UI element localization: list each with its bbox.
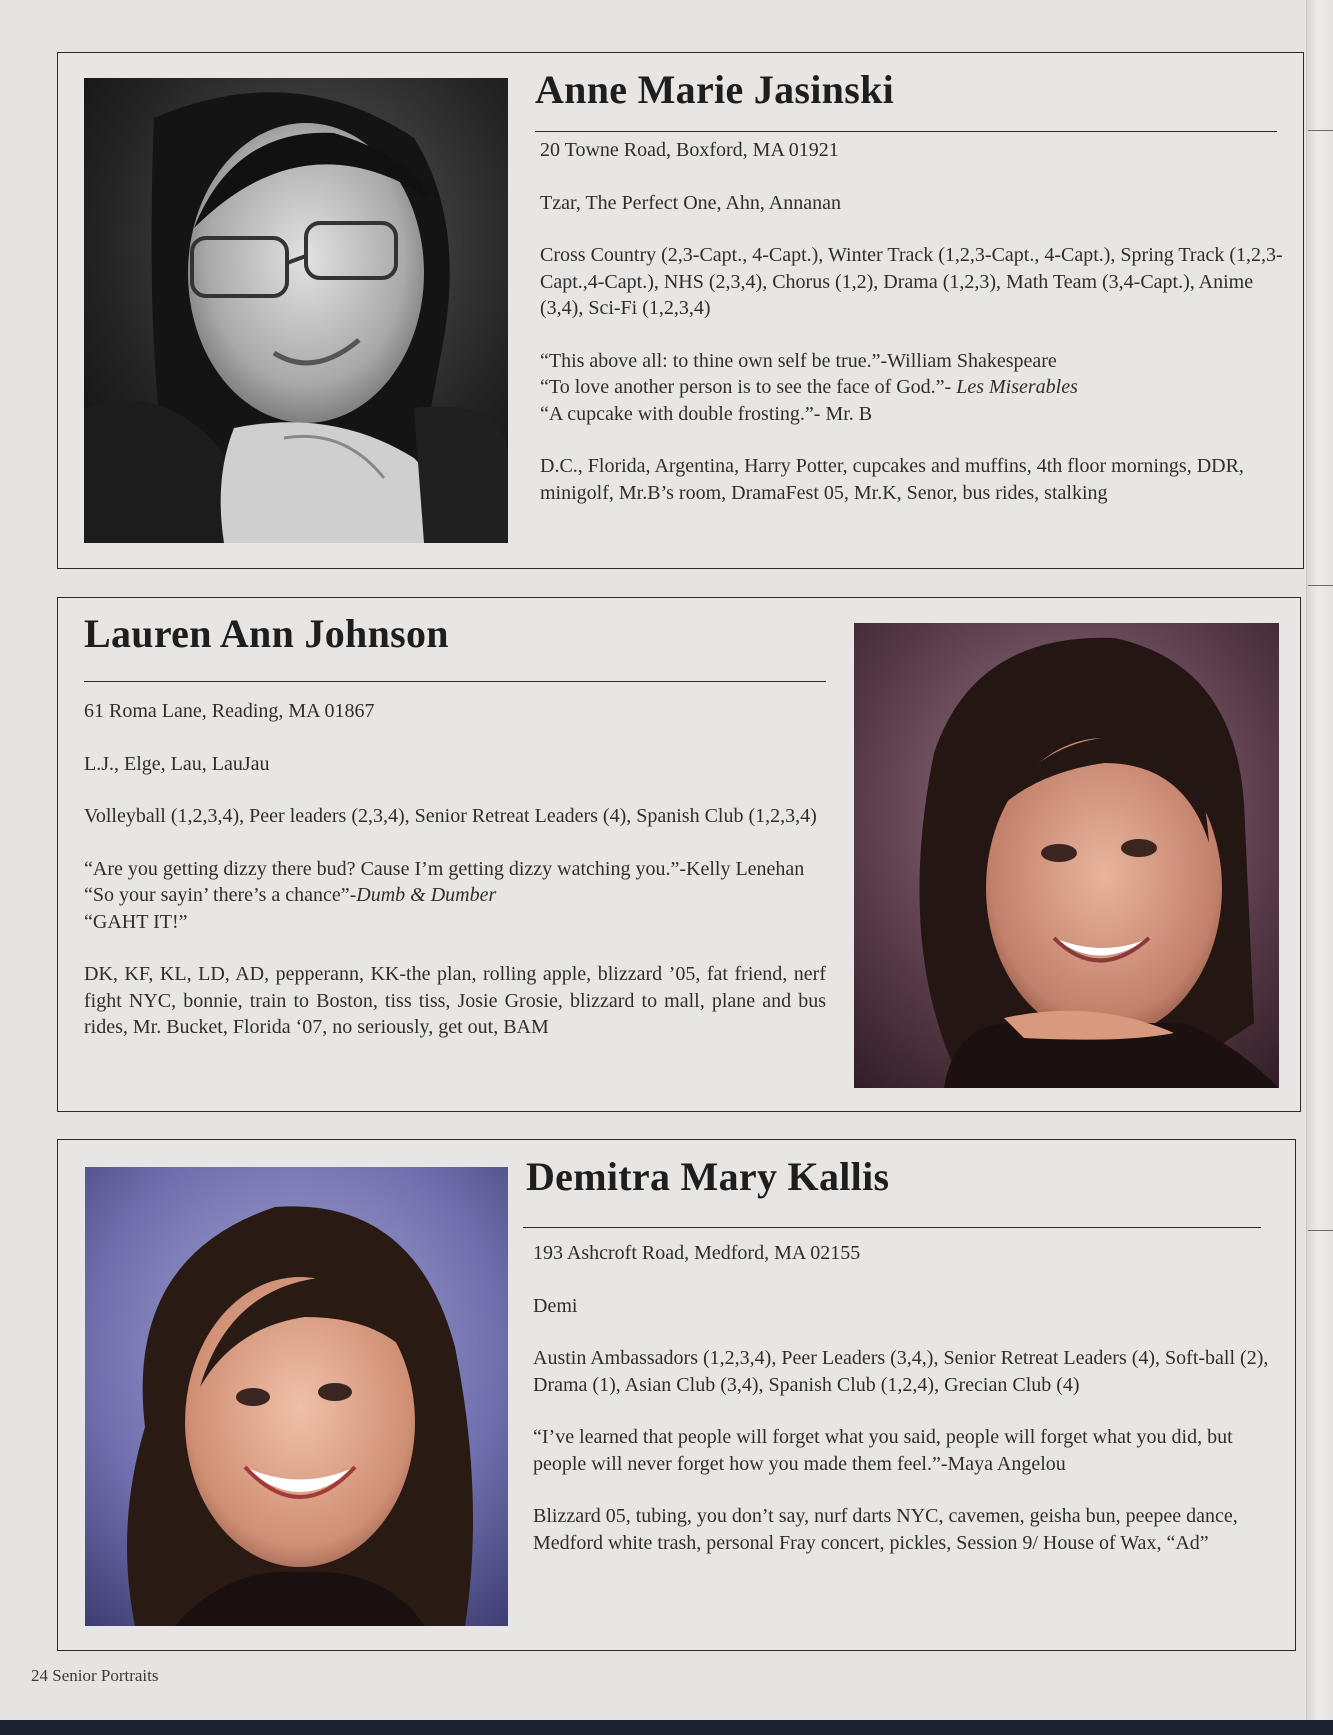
student-name: Lauren Ann Johnson bbox=[84, 611, 449, 656]
name-underline bbox=[535, 131, 1277, 132]
quote-line: “I’ve learned that people will forget what you said, people will forget what you did, but people will never forget how you made them feel.”-Maya Angelou bbox=[533, 1426, 1233, 1475]
student-details bbox=[84, 698, 826, 1041]
student-activities: Volleyball (1,2,3,4), Peer leaders (2,3,4), Senior Retreat Leaders (4), Spanish Club (1,2,3,4) bbox=[84, 805, 817, 827]
student-photo bbox=[854, 623, 1279, 1088]
portrait-image bbox=[84, 78, 508, 543]
student-name: Demitra Mary Kallis bbox=[526, 1154, 890, 1199]
student-card-johnson bbox=[57, 597, 1301, 1112]
quote-line: “Are you getting dizzy there bud? Cause I’m getting dizzy watching you.”-Kelly Lenehan bbox=[84, 857, 805, 880]
adjacent-page-rule bbox=[1308, 585, 1333, 586]
student-activities: Austin Ambassadors (1,2,3,4), Peer Leaders (3,4,), Senior Retreat Leaders (4), Soft-ball (2), Drama (1), Asian Club (3,4), Spanish Club (1,2,4), Grecian Club (4) bbox=[533, 1347, 1269, 1396]
name-underline bbox=[523, 1227, 1261, 1228]
student-nicknames: L.J., Elge, Lau, LauJau bbox=[84, 752, 270, 775]
student-card-jasinski bbox=[57, 52, 1304, 569]
section-title: Senior Portraits bbox=[52, 1666, 159, 1685]
student-details bbox=[533, 1240, 1278, 1556]
student-nicknames: Tzar, The Perfect One, Ahn, Annanan bbox=[540, 191, 841, 214]
portrait-image bbox=[85, 1167, 508, 1626]
portrait-image bbox=[854, 623, 1279, 1088]
student-address: 193 Ashcroft Road, Medford, MA 02155 bbox=[533, 1242, 861, 1264]
page-footer bbox=[31, 1666, 159, 1686]
student-nicknames: Demi bbox=[533, 1294, 578, 1317]
student-activities: Cross Country (2,3-Capt., 4-Capt.), Winter Track (1,2,3-Capt., 4-Capt.), Spring Track (1,2,3-Capt.,4-Capt.), NHS (2,3,4), Chorus (1,2), Drama (1,2,3), Math Team (3,4-Capt.), Anime (3,4), Sci-Fi (1,2,3,4) bbox=[540, 244, 1283, 319]
quote-line: “To love another person is to see the face of God.”- Les Miserables bbox=[540, 376, 1078, 398]
student-address: 61 Roma Lane, Reading, MA 01867 bbox=[84, 700, 375, 722]
quote-line: “This above all: to thine own self be true.”-William Shakespeare bbox=[540, 349, 1057, 372]
student-details bbox=[540, 137, 1285, 506]
name-underline bbox=[84, 681, 826, 682]
student-quotes bbox=[84, 856, 826, 936]
quote-line: “GAHT IT!” bbox=[84, 910, 188, 933]
adjacent-page-edge bbox=[1306, 0, 1333, 1735]
adjacent-page-rule bbox=[1308, 130, 1333, 131]
student-photo bbox=[85, 1167, 508, 1626]
student-memories: Blizzard 05, tubing, you don’t say, nurf darts NYC, cavemen, geisha bun, peepee dance, Medford white trash, personal Fray concert, pickles, Session 9/ House of Wax, “Ad” bbox=[533, 1505, 1238, 1554]
student-name: Anne Marie Jasinski bbox=[535, 67, 895, 112]
quote-line: “So your sayin’ there’s a chance”-Dumb & Dumber bbox=[84, 884, 497, 906]
student-photo bbox=[84, 78, 508, 543]
student-quotes bbox=[540, 348, 1285, 428]
student-quotes bbox=[533, 1424, 1278, 1477]
student-card-kallis bbox=[57, 1139, 1296, 1651]
student-memories: DK, KF, KL, LD, AD, pepperann, KK-the plan, rolling apple, blizzard ’05, fat friend, nerf fight NYC, bonnie, train to Boston, tiss tiss, Josie Grosie, blizzard to mall, plane and bus rides, Mr. Bucket, Florida ‘07, no seriously, get out, BAM bbox=[84, 963, 826, 1038]
student-address: 20 Towne Road, Boxford, MA 01921 bbox=[540, 139, 839, 161]
student-memories: D.C., Florida, Argentina, Harry Potter, cupcakes and muffins, 4th floor mornings, DDR, minigolf, Mr.B’s room, DramaFest 05, Mr.K, Senor, bus rides, stalking bbox=[540, 455, 1244, 504]
quote-line: “A cupcake with double frosting.”- Mr. B bbox=[540, 402, 873, 425]
page-number: 24 bbox=[31, 1666, 48, 1685]
adjacent-page-rule bbox=[1308, 1230, 1333, 1231]
scan-bottom-edge bbox=[0, 1720, 1333, 1735]
